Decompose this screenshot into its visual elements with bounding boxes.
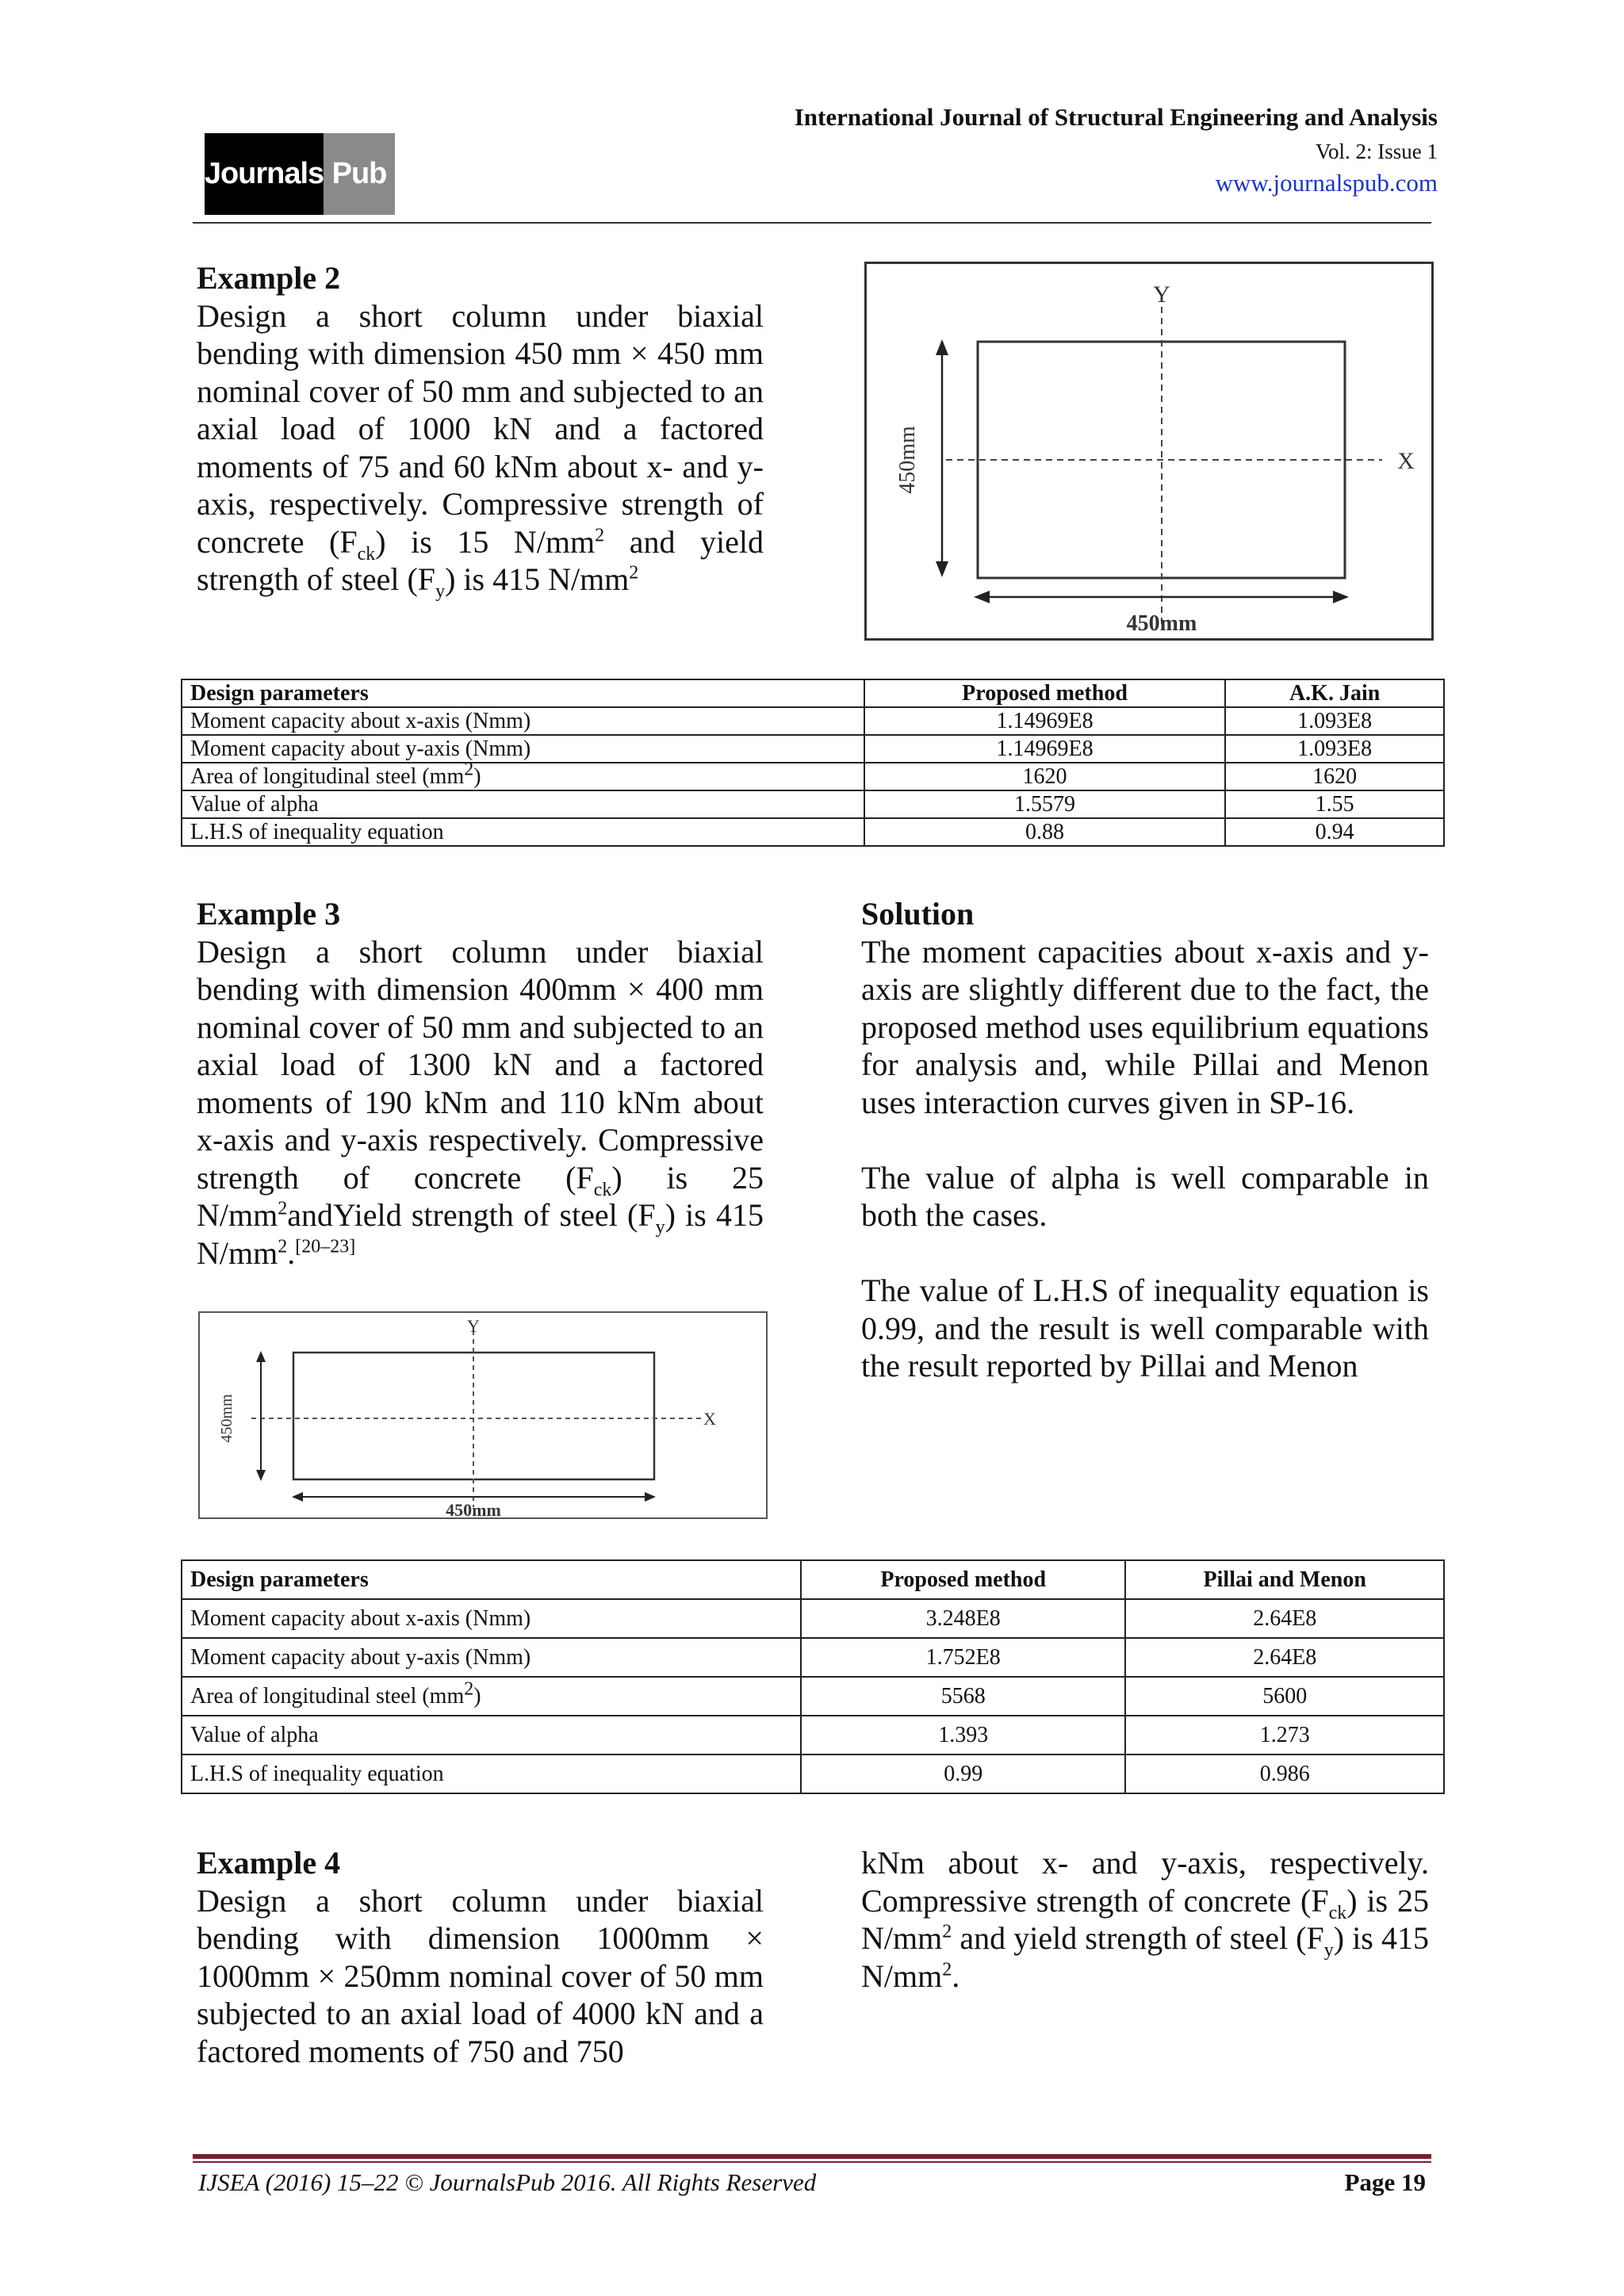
diagram1-svg xyxy=(867,264,1431,638)
table-row: Moment capacity about y-axis (Nmm) 1.14969E8 1.093E8 xyxy=(182,735,1444,763)
solution-paragraph-2: The value of alpha is well comparable in both the cases. xyxy=(861,1159,1429,1233)
arrow-right-icon xyxy=(645,1492,656,1502)
solution-heading: Solution xyxy=(861,896,975,932)
logo-journals-text: Journals xyxy=(205,133,324,215)
journal-title: International Journal of Structural Engineering and Analysis xyxy=(794,103,1438,131)
column-outline xyxy=(293,1353,654,1479)
arrow-down-icon xyxy=(256,1470,266,1481)
example2-text: Design a short column under biaxial bending with dimension 450 mm × 450 mm nominal cover of 50 mm and subjected to an axial load of 1000 kN and a factored moments of 75 and 60 kNm about x- and y-axis, respectively. Compressive strength of concrete $(F_{ck})$ is 15 $N/mm^2$ and yield strength of steel $(F_y)$ is 415 $N/mm^2$ xyxy=(197,297,764,602)
table2-comparison xyxy=(181,1559,1445,1794)
example4-text-right: kNm about x- and y-axis, respectively. Compressive strength of concrete $(F_{ck})$ is 25 $N/mm^2$ and yield strength of steel $(F_y)$ is 415 $N/mm^2$. xyxy=(861,1845,1430,1994)
column-section-diagram-2 xyxy=(198,1311,768,1519)
table-row: Value of alpha 1.5579 1.55 xyxy=(182,790,1444,818)
footer-divider-thin xyxy=(193,2161,1431,2163)
diagram2-svg xyxy=(200,1313,766,1517)
table-header-row xyxy=(182,679,1444,707)
journal-volume: Vol. 2: Issue 1 xyxy=(1315,140,1438,163)
example4-text-left: Design a short column under biaxial bending with dimension 1000mm × 1000mm × 250mm nominal cover of 50 mm subjected to an axial load of 4000 kN and a factored moments of 750 and 750 xyxy=(197,1882,764,2069)
arrow-left-icon xyxy=(292,1492,303,1502)
arrow-up-icon xyxy=(256,1351,266,1362)
table-row: Moment capacity about y-axis (Nmm) 1.752E8 2.64E8 xyxy=(182,1638,1444,1677)
example2-section xyxy=(197,259,764,602)
column-section-diagram-1 xyxy=(864,262,1434,641)
logo-pub-text: Pub xyxy=(324,133,395,215)
table2-header-pillai-menon: Pillai and Menon xyxy=(1125,1560,1444,1599)
table2-header-proposed: Proposed method xyxy=(801,1560,1126,1599)
table-row: Area of longitudinal steel $(mm^2)$ 1620 1620 xyxy=(182,763,1444,790)
table-row: Value of alpha 1.393 1.273 xyxy=(182,1716,1444,1755)
table1-header-proposed: Proposed method xyxy=(864,679,1225,707)
footer-divider-thick xyxy=(193,2154,1431,2159)
table1-header-params: Design parameters xyxy=(182,679,864,707)
arrow-left-icon xyxy=(974,591,990,603)
table1-comparison xyxy=(181,679,1445,847)
diagram2-width-label: 450mm xyxy=(446,1500,501,1517)
arrow-down-icon xyxy=(936,561,948,577)
example4-continued xyxy=(861,1844,1429,1995)
table-header-row xyxy=(182,1560,1444,1599)
example2-heading: Example 2 xyxy=(197,260,341,296)
footer-citation: IJSEA (2016) 15–22 © JournalsPub 2016. All Rights Reserved xyxy=(198,2168,817,2196)
table-row: L.H.S of inequality equation 0.88 0.94 xyxy=(182,818,1444,846)
table-row: Moment capacity about x-axis (Nmm) 1.14969E8 1.093E8 xyxy=(182,707,1444,735)
table2-header-params: Design parameters xyxy=(182,1560,801,1599)
diagram1-y-label: Y xyxy=(1153,281,1170,308)
diagram1-width-label: 450mm xyxy=(1126,611,1197,636)
journal-url-link[interactable]: www.journalspub.com xyxy=(1215,169,1438,197)
diagram1-x-label: X xyxy=(1397,448,1415,474)
solution-paragraph-1: The moment capacities about x-axis and y-axis are slightly different due to the fact, the proposed method uses equilibrium equations for analysis and, while Pillai and Menon uses interaction curves given in SP-16. xyxy=(861,933,1429,1120)
diagram2-y-label: Y xyxy=(467,1316,480,1336)
arrow-up-icon xyxy=(936,339,948,355)
example4-heading: Example 4 xyxy=(197,1845,341,1881)
diagram2-height-label: 450mm xyxy=(218,1394,236,1443)
solution-section xyxy=(861,895,1429,1385)
solution-paragraph-3: The value of L.H.S of inequality equation is 0.99, and the result is well comparable with the result reported by Pillai and Menon xyxy=(861,1272,1429,1383)
diagram2-x-label: X xyxy=(703,1409,716,1429)
page-number: Page 19 xyxy=(1344,2168,1426,2196)
example3-heading: Example 3 xyxy=(197,896,341,932)
example4-section xyxy=(197,1844,764,2070)
table-row: Moment capacity about x-axis (Nmm) 3.248E8 2.64E8 xyxy=(182,1599,1444,1638)
arrow-right-icon xyxy=(1333,591,1349,603)
table-row: L.H.S of inequality equation 0.99 0.986 xyxy=(182,1755,1444,1793)
journalspub-logo xyxy=(205,133,395,215)
example3-text: Design a short column under biaxial bending with dimension 400mm × 400 mm nominal cover of 50 mm and subjected to an axial load of 1300 kN and a factored moments of 190 kNm and 110 kNm about x-axis and y-axis respectively. Compressive strength of concrete $(F_{ck})$ is 25 $N/mm^2andYield$ strength of steel $(F_y)$ is 415 $N/mm^2.[20-23]$ xyxy=(197,933,764,1271)
example3-section xyxy=(197,895,764,1272)
diagram1-height-label: 450mm xyxy=(895,426,920,494)
table-row: Area of longitudinal steel $(mm^2)$ 5568 5600 xyxy=(182,1677,1444,1716)
table1-header-jain: A.K. Jain xyxy=(1225,679,1444,707)
header-divider xyxy=(193,222,1431,224)
